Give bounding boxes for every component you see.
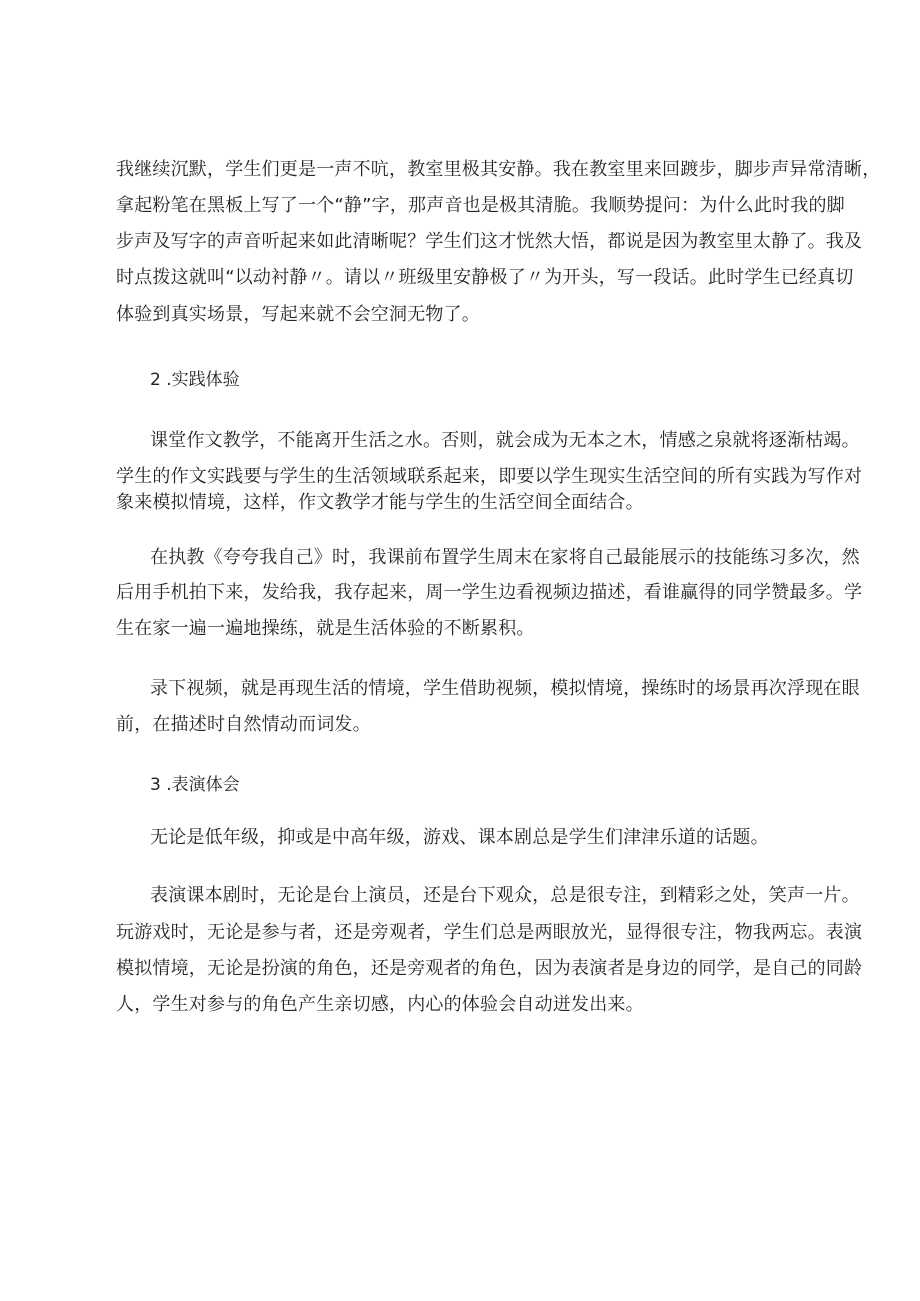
text-line: 时点拨这就叫“以动衬静〃。请以〃班级里安静极了〃为开头，写一段话。此时学生已经真切 bbox=[116, 267, 854, 288]
text-line: 拿起粉笔在黑板上写了一个“静”字，那声音也是极其清脆。我顺势提问：为什么此时我的脚 bbox=[116, 195, 845, 216]
section-heading-2: 2 .实践体验 bbox=[150, 370, 240, 390]
text-line: 我继续沉默，学生们更是一声不吭，教室里极其安静。我在教室里来回踱步，脚步声异常清晰， bbox=[116, 159, 881, 180]
text-line: 录下视频，就是再现生活的情境，学生借助视频，模拟情境，操练时的场景再次浮现在眼 bbox=[150, 678, 860, 699]
text-line: 玩游戏时，无论是参与者，还是旁观者，学生们总是两眼放光，显得很专注，物我两忘。表演 bbox=[116, 922, 863, 943]
text-line: 学生的作文实践要与学生的生活领域联系起来，即要以学生现实生活空间的所有实践为写作对 bbox=[116, 466, 863, 487]
section-heading-3: 3 .表演体会 bbox=[150, 775, 240, 795]
text-line: 在执教《夸夸我自己》时，我课前布置学生周末在家将自己最能展示的技能练习多次，然 bbox=[150, 547, 860, 568]
text-line: 后用手机拍下来，发给我，我存起来，周一学生边看视频边描述，看谁赢得的同学赞最多。学 bbox=[116, 582, 863, 603]
text-line: 体验到真实场景，写起来就不会空洞无物了。 bbox=[116, 304, 480, 325]
text-line: 步声及写字的声音听起来如此清晰呢？学生们这才恍然大悟，都说是因为教室里太静了。我及 bbox=[116, 231, 863, 252]
text-line: 无论是低年级，抑或是中高年级，游戏、课本剧总是学生们津津乐道的话题。 bbox=[150, 827, 769, 848]
text-line: 生在家一遍一遍地操练，就是生活体验的不断累积。 bbox=[116, 618, 535, 639]
text-line: 模拟情境，无论是扮演的角色，还是旁观者的角色，因为表演者是身边的同学，是自己的同龄 bbox=[116, 958, 863, 979]
text-line: 前，在描述时自然情动而词发。 bbox=[116, 714, 371, 735]
text-line: 表演课本剧时，无论是台上演员，还是台下观众，总是很专注，到精彩之处，笑声一片。 bbox=[150, 885, 860, 906]
text-line: 人，学生对参与的角色产生亲切感，内心的体验会自动迸发出来。 bbox=[116, 994, 644, 1015]
text-line: 课堂作文教学，不能离开生活之水。否则，就会成为无本之木，情感之泉就将逐渐枯竭。 bbox=[150, 430, 860, 451]
text-line: 象来模拟情境，这样，作文教学才能与学生的生活空间全面结合。 bbox=[116, 492, 644, 513]
